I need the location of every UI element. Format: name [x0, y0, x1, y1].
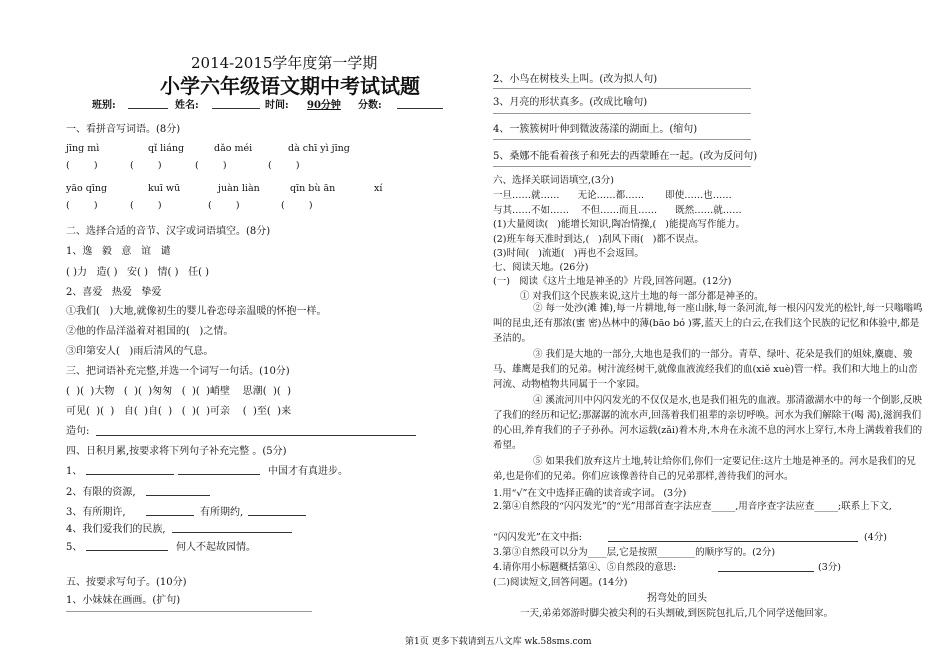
s7-question-2c: (4分) [864, 532, 887, 543]
answer-line[interactable] [493, 166, 751, 167]
section-7-title: 七、阅读天地。(26分) [493, 262, 589, 273]
s2-line-5[interactable]: ②他的作品洋溢着对祖国的( )之情。 [66, 326, 234, 337]
conjunction-row-1: 一旦……就…… 无论……都…… 即使……也…… [493, 190, 732, 201]
answer-paren[interactable]: ( ) [208, 200, 240, 211]
reading-2-title: (二)阅读短文,回答问题。(14分) [493, 577, 628, 588]
reading-1-title: (一) 阅读《这片土地是神圣的》片段,回答问题。(12分) [493, 276, 732, 287]
class-label: 班别: [92, 100, 116, 111]
time-value: 90分钟 [307, 100, 341, 111]
passage-p1: ① 对我们这个民族来说,这片土地的每一部分都是神圣的。 [520, 291, 764, 302]
pinyin-5: yāo qīng [66, 183, 108, 194]
pinyin-1: jīng mì [66, 143, 100, 154]
conjunction-row-2: 与其……不如…… 不但……而且…… 既然……就…… [493, 205, 742, 216]
answer-paren[interactable]: ( ) [281, 200, 313, 211]
s4-line-5: 5、 [66, 542, 83, 553]
s7-question-2b: “闪闪发光”在文中指: [493, 532, 582, 543]
answer-line[interactable] [493, 88, 751, 89]
answer-line[interactable] [66, 611, 312, 612]
s4-line-3b: 有所期约, [200, 507, 244, 518]
s2-line-3: 2、喜爱 热爱 挚爱 [66, 287, 162, 298]
s5-line-3: 3、月亮的形状真多。(改成比喻句) [493, 97, 648, 108]
pinyin-4: dà chī yì jīng [288, 143, 350, 154]
class-field[interactable] [128, 108, 168, 109]
fill-field[interactable] [172, 532, 292, 533]
score-label: 分数: [358, 100, 382, 111]
answer-line[interactable] [493, 139, 751, 140]
s4-line-5b: 何人不起故园情。 [176, 542, 256, 553]
pinyin-7: juàn liàn [218, 183, 260, 194]
fill-field[interactable] [178, 474, 260, 475]
passage-p5: ⑤ 如果我们放弃这片土地,转让给你们,你们一定要记住:这片土地是神圣的。河水是我们的兄弟,也是你们的兄弟。你们应该像善待自己的兄弟那样,善待我们的河水。 [493, 456, 916, 482]
answer-paren[interactable]: ( ) [66, 160, 98, 171]
page-title: 小学六年级语文期中考试试题 [160, 74, 420, 98]
passage-p4: ④ 溪流河川中闪闪发光的不仅仅是水,也是我们祖先的血液。那清澈湖水中的每一个倒影,反映了我们的经历和记忆;那潺潺的流水声,回荡着我们祖辈的亲切呼唤。河水为我们解除干(喝 渴),滋润我们的心田,养育我们的子子孙孙。河水运载(zǎi)着木舟,木舟在永流不息的河水上穿行,木舟上满载着我们的希望。 [493, 395, 923, 451]
s3-line-3: 造句: [66, 426, 90, 437]
s7-question-3[interactable]: 3.第③自然段可以分为____层,它是按照________的顺序写的。(2分) [493, 547, 776, 558]
s4-line-4: 4、我们爱我们的民族, [66, 524, 166, 535]
fill-field[interactable] [86, 550, 168, 551]
pinyin-6: kuī wū [148, 183, 181, 194]
s6-question-3[interactable]: (3)时间( )流逝( )再也不会返回。 [493, 248, 644, 259]
s2-line-1: 1、逸 毅 意 谊 谴 [66, 246, 171, 257]
score-field[interactable] [397, 108, 443, 109]
passage-p3: ③ 我们是大地的一部分,大地也是我们的一部分。青草、绿叶、花朵是我们的姐妹,麋鹿、骏马、雄鹰是我们的兄弟。树汁流经树干,就像血液流经我们的血(xiě xuè)管一样。我们和大地上的山峦河流、动物植物共同属于一个家园。 [493, 349, 918, 390]
fill-field[interactable] [608, 541, 858, 542]
section-3-title: 三、把词语补充完整,并选一个词写一句话。(10分) [66, 366, 290, 377]
fill-field[interactable] [248, 515, 306, 516]
s2-line-6[interactable]: ③印第安人( )雨后清风的气息。 [66, 346, 214, 357]
page-footer: 第1页 更多下载请到五八文库 wk.58sms.com [405, 637, 592, 647]
s7-question-1[interactable]: 1.用“√”在文中选择正确的读音或字词。 (3分) [493, 488, 687, 499]
fill-field[interactable] [146, 495, 210, 496]
s4-line-1b: 中国才有真进步。 [268, 466, 348, 477]
sentence-field[interactable] [96, 435, 416, 436]
name-label: 姓名: [175, 100, 199, 111]
s5-line-2: 2、小鸟在树枝头上叫。(改为拟人句) [493, 74, 658, 85]
answer-paren[interactable]: ( ) [130, 160, 162, 171]
name-field[interactable] [212, 108, 260, 109]
section-2-title: 二、选择合适的音节、汉字或词语填空。(8分) [66, 226, 271, 237]
s7-question-2a[interactable]: 2.第④自然段的“闪闪发光”的“光”用部首查字法应查_____,用音序查字法应查_____;联系上下文, [493, 501, 892, 512]
s6-question-1[interactable]: (1)大量阅读( )能增长知识,陶冶情操,( )能提高写作能力。 [493, 219, 745, 230]
s3-line-2[interactable]: 可见( )( ) 自( )自( ) ( )( )可亲 ( )至( )来 [66, 406, 292, 417]
section-1-title: 一、看拼音写词语。(8分) [66, 124, 181, 135]
pinyin-3: dǎo méi [214, 143, 253, 154]
fill-field[interactable] [146, 515, 194, 516]
s5-line-4: 4、一簇簇树叶伸到微波荡漾的湖面上。(缩句) [493, 124, 698, 135]
section-5-title: 五、按要求写句子。(10分) [66, 577, 187, 588]
answer-paren[interactable]: ( ) [195, 160, 227, 171]
answer-paren[interactable]: ( ) [268, 160, 300, 171]
s7-question-4b: (3分) [818, 562, 841, 573]
s2-line-2[interactable]: ( )力 造( ) 安( ) 情( ) 任( ) [66, 267, 210, 278]
year-line: 2014-2015学年度第一学期 [191, 54, 378, 72]
fill-field[interactable] [86, 474, 174, 475]
answer-line[interactable] [493, 113, 751, 114]
story-title: 拐弯处的回头 [647, 593, 707, 604]
s5-line-1: 1、小妹妹在画画。(扩句) [66, 595, 181, 606]
s5-line-5: 5、桑娜不能看着孩子和死去的西蒙睡在一起。(改为反问句) [493, 151, 758, 162]
s6-question-2[interactable]: (2)班车每天准时到达,( )刮风下雨( )都不误点。 [493, 234, 704, 245]
section-6-title: 六、选择关联词语填空,(3分) [493, 175, 614, 186]
s4-line-1: 1、 [66, 466, 83, 477]
s3-line-1[interactable]: ( )( )大物 ( )( )匆匆 ( )( )峭壁 思潮( )( ) [66, 386, 292, 397]
s4-line-2: 2、有限的资源, [66, 487, 136, 498]
pinyin-8: qīn bù ān [290, 183, 336, 194]
s2-line-4[interactable]: ①我们( )大地,就像初生的婴儿眷恋母亲温暖的怀抱一样。 [66, 306, 327, 317]
time-label: 时间: [265, 100, 289, 111]
answer-paren[interactable]: ( ) [66, 200, 98, 211]
answer-paren[interactable]: ( ) [130, 200, 162, 211]
fill-field[interactable] [718, 571, 814, 572]
pinyin-9: xí [374, 183, 383, 194]
pinyin-2: qǐ liáng [148, 143, 185, 154]
section-4-title: 四、日积月累,按要求将下列句子补充完整 。(5分) [66, 446, 287, 457]
s7-question-4: 4.请你用小标题概括第④、⑤自然段的意思: [493, 562, 677, 573]
passage-p2: ② 每一处沙(滩 摊),每一片耕地,每一座山脉,每一条河流,每一根闪闪发光的松针,每一只嗡嗡鸣叫的昆虫,还有那浓(蜜 密)丛林中的薄(bāo bó )雾,蓝天上的白云,在我们这个民族的记忆和体验中,都是圣洁的。 [493, 303, 923, 344]
story-line: 一天,弟弟郊游时脚尖被尖利的石头割破,到医院包扎后,几个同学送他回家。 [520, 608, 834, 619]
s4-line-3: 3、有所期许, [66, 507, 126, 518]
